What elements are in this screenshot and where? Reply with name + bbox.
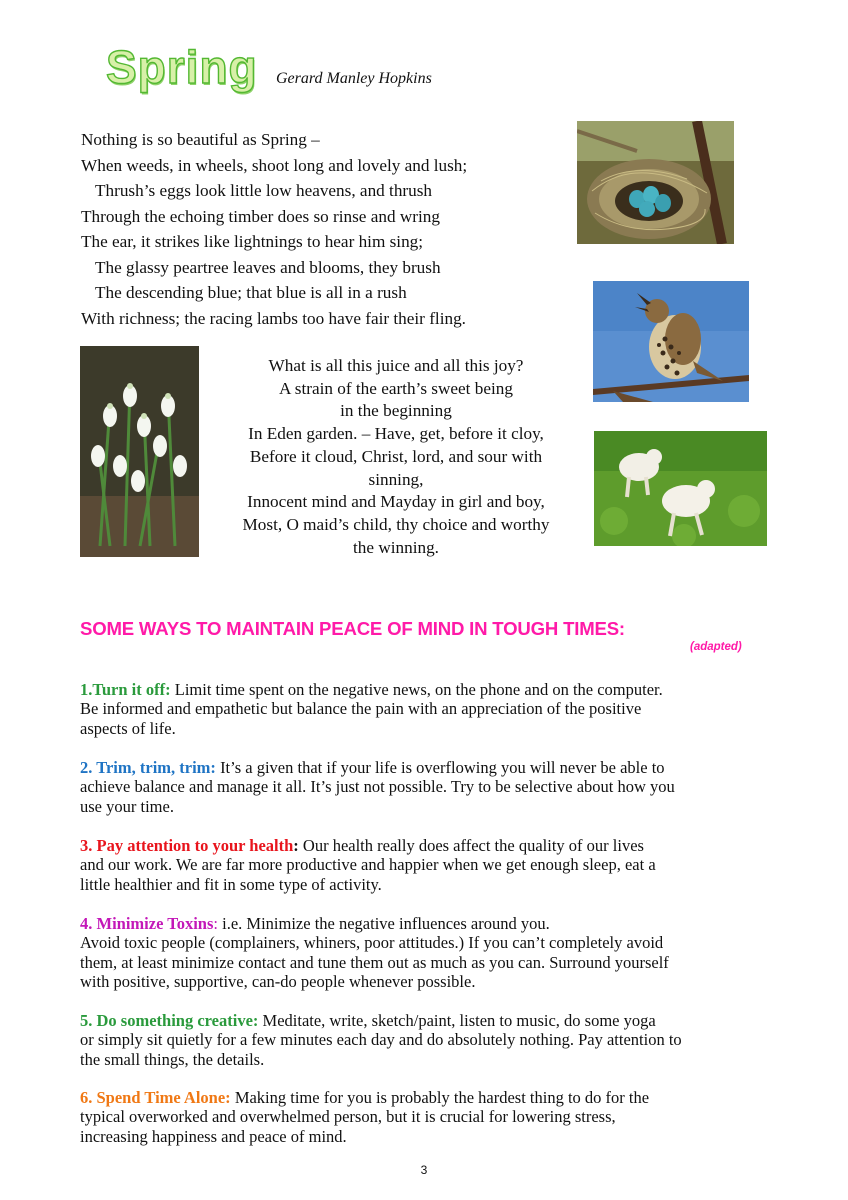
tip-text: them, at least minimize contact and tune them out as much as you can. Surround yourself — [80, 952, 669, 972]
poem-line: Before it cloud, Christ, lord, and sour with — [249, 446, 543, 466]
tip-colon: : — [293, 836, 299, 855]
tip-text: Making time for you is probably the hardest thing to do for the — [234, 1088, 650, 1107]
tip-item — [80, 1088, 770, 1146]
tip-item — [80, 758, 770, 816]
tip-item — [80, 680, 770, 738]
tip-heading: 2. Trim, trim, trim: — [80, 758, 216, 777]
tip-text: typical overworked and overwhelmed person, but it is crucial for lowering stress, — [80, 1107, 616, 1127]
poem-line: With richness; the racing lambs too have fair their fling. — [81, 308, 466, 328]
tip-text: Our health really does affect the quality of our lives — [302, 836, 644, 855]
poem-line: Nothing is so beautiful as Spring – — [81, 130, 320, 149]
tip-text: Avoid toxic people (complainers, whiners, poor attitudes.) If you can’t completely avoid — [80, 933, 664, 953]
tip-heading: 6. Spend Time Alone: — [80, 1088, 231, 1107]
lambs-photo — [594, 431, 767, 546]
tip-heading: 3. Pay attention to your health — [80, 836, 294, 855]
tip-item — [80, 1011, 770, 1069]
poem-line: What is all this juice and all this joy? — [268, 356, 524, 375]
poem-line: the winning. — [353, 537, 439, 557]
poem-line: The glassy peartree leaves and blooms, they brush — [95, 257, 441, 277]
tip-text: increasing happiness and peace of mind. — [80, 1126, 347, 1146]
poem-stanza-1 — [81, 127, 467, 331]
tip-colon: : — [213, 914, 218, 933]
tip-heading: 1.Turn it off: — [80, 680, 171, 699]
tip-text: use your time. — [80, 796, 174, 816]
tip-text: Limit time spent on the negative news, on the phone and on the computer. — [174, 680, 663, 699]
poem-author: Gerard Manley Hopkins — [276, 70, 432, 87]
tip-text: and our work. We are far more productive and happier when we get enough sleep, eat a — [80, 855, 656, 875]
poem-line: A strain of the earth’s sweet being — [279, 378, 513, 398]
page-number: 3 — [420, 1163, 428, 1177]
poem-line: Most, O maid’s child, thy choice and worthy — [242, 514, 550, 534]
tip-text: little healthier and fit in some type of activity. — [80, 874, 382, 894]
tip-text: with positive, supportive, can-do people whenever possible. — [80, 972, 476, 992]
tip-text: Meditate, write, sketch/paint, listen to music, do some yoga — [262, 1011, 656, 1030]
tip-text: Be informed and empathetic but balance the pain with an appreciation of the positive — [80, 699, 642, 719]
poem-line: Thrush’s eggs look little low heavens, and thrush — [95, 181, 433, 200]
thrush-photo — [593, 281, 749, 402]
poem-line: When weeds, in wheels, shoot long and lovely and lush; — [81, 155, 468, 175]
tips-note: (adapted) — [690, 641, 742, 653]
poem-line: Through the echoing timber does so rinse and wring — [81, 206, 440, 226]
tip-item — [80, 836, 770, 894]
tip-text: or simply sit quietly for a few minutes each day and do absolutely nothing. Pay attention to — [80, 1030, 682, 1050]
tip-text: achieve balance and manage it all. It’s just not possible. Try to be selective about how you — [80, 777, 675, 797]
poem-stanza-2 — [218, 355, 574, 559]
poem-line: In Eden garden. – Have, get, before it cloy, — [248, 424, 544, 444]
tip-item — [80, 914, 770, 992]
poem-line: sinning, — [368, 469, 424, 489]
tip-heading: 4. Minimize Toxins — [80, 914, 214, 933]
snowdrops-photo — [80, 346, 199, 557]
poem-line: The descending blue; that blue is all in a rush — [95, 283, 407, 302]
poem-title: Spring — [106, 41, 258, 93]
nest-photo — [577, 121, 734, 244]
poem-line: in the beginning — [340, 401, 452, 421]
tip-text: i.e. Minimize the negative influences around you. — [222, 914, 550, 933]
poem-line: The ear, it strikes like lightnings to hear him sing; — [81, 232, 424, 251]
tips-heading: SOME WAYS TO MAINTAIN PEACE OF MIND IN TOUGH TIMES: — [80, 618, 625, 639]
tip-text: It’s a given that if your life is overflowing you will never be able to — [220, 758, 665, 777]
tip-text: the small things, the details. — [80, 1049, 265, 1069]
tip-heading: 5. Do something creative: — [80, 1011, 259, 1030]
tip-text: aspects of life. — [80, 718, 176, 738]
poem-line: Innocent mind and Mayday in girl and boy, — [247, 492, 545, 512]
